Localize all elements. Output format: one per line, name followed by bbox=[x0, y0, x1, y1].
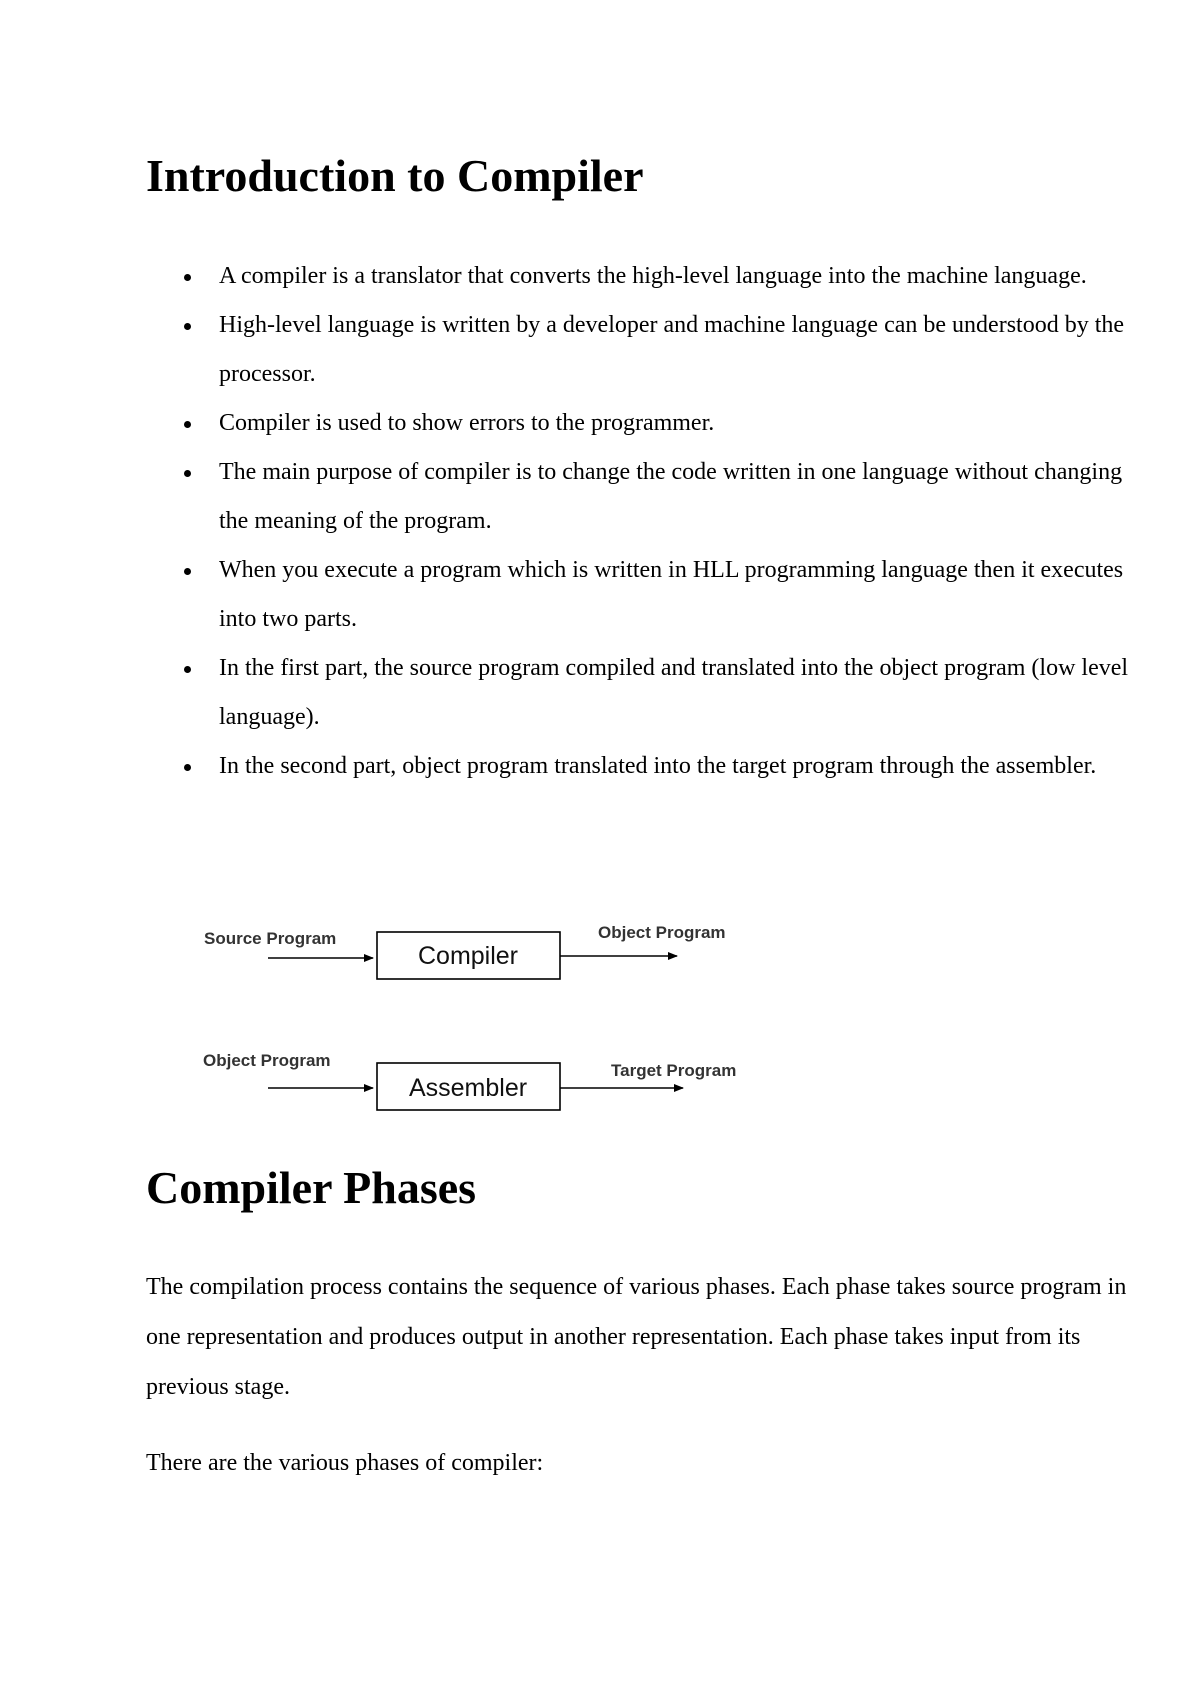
list-item bbox=[146, 252, 1146, 301]
list-item bbox=[146, 742, 1146, 791]
list-item bbox=[146, 546, 1146, 644]
list-item-text: In the first part, the source program compiled and translated into the object program (low level language). bbox=[219, 655, 1129, 730]
object-program-input-label: Object Program bbox=[203, 1051, 331, 1070]
list-item-text: In the second part, object program translated into the target program through the assembler. bbox=[219, 753, 1097, 779]
list-item bbox=[146, 644, 1146, 742]
object-program-label: Object Program bbox=[598, 923, 726, 942]
bullet-icon bbox=[184, 470, 191, 477]
list-item-text: High-level language is written by a developer and machine language can be understood by the processor. bbox=[219, 312, 1125, 387]
target-program-label: Target Program bbox=[611, 1061, 737, 1080]
list-item-text: A compiler is a translator that converts the high-level language into the machine language. bbox=[219, 263, 1087, 289]
intro-bullet-list bbox=[146, 252, 1146, 791]
page-title: Introduction to Compiler bbox=[146, 150, 644, 201]
phases-intro-paragraph: The compilation process contains the sequence of various phases. Each phase takes source program in one representation and produces output in another representation. Each phase takes input from its previous stage. bbox=[146, 1274, 1127, 1400]
bullet-icon bbox=[184, 323, 191, 330]
assembler-box-label: Assembler bbox=[408, 1074, 528, 1102]
list-item-text: When you execute a program which is written in HLL programming language then it executes into two parts. bbox=[219, 557, 1124, 632]
section-heading-compiler-phases: Compiler Phases bbox=[146, 1162, 477, 1213]
list-item bbox=[146, 301, 1146, 399]
list-item-text: Compiler is used to show errors to the programmer. bbox=[219, 410, 715, 436]
compiler-box-label: Compiler bbox=[417, 942, 519, 970]
bullet-icon bbox=[184, 666, 191, 673]
list-item bbox=[146, 399, 1146, 448]
bullet-icon bbox=[184, 568, 191, 575]
source-program-label: Source Program bbox=[204, 929, 337, 948]
bullet-icon bbox=[184, 274, 191, 281]
compiler-assembler-diagram bbox=[190, 920, 770, 1120]
list-item bbox=[146, 448, 1146, 546]
phases-list-lead-paragraph: There are the various phases of compiler: bbox=[146, 1450, 544, 1476]
bullet-icon bbox=[184, 764, 191, 771]
list-item-text: The main purpose of compiler is to change the code written in one language without changing the meaning of the program. bbox=[219, 459, 1123, 534]
bullet-icon bbox=[184, 421, 191, 428]
